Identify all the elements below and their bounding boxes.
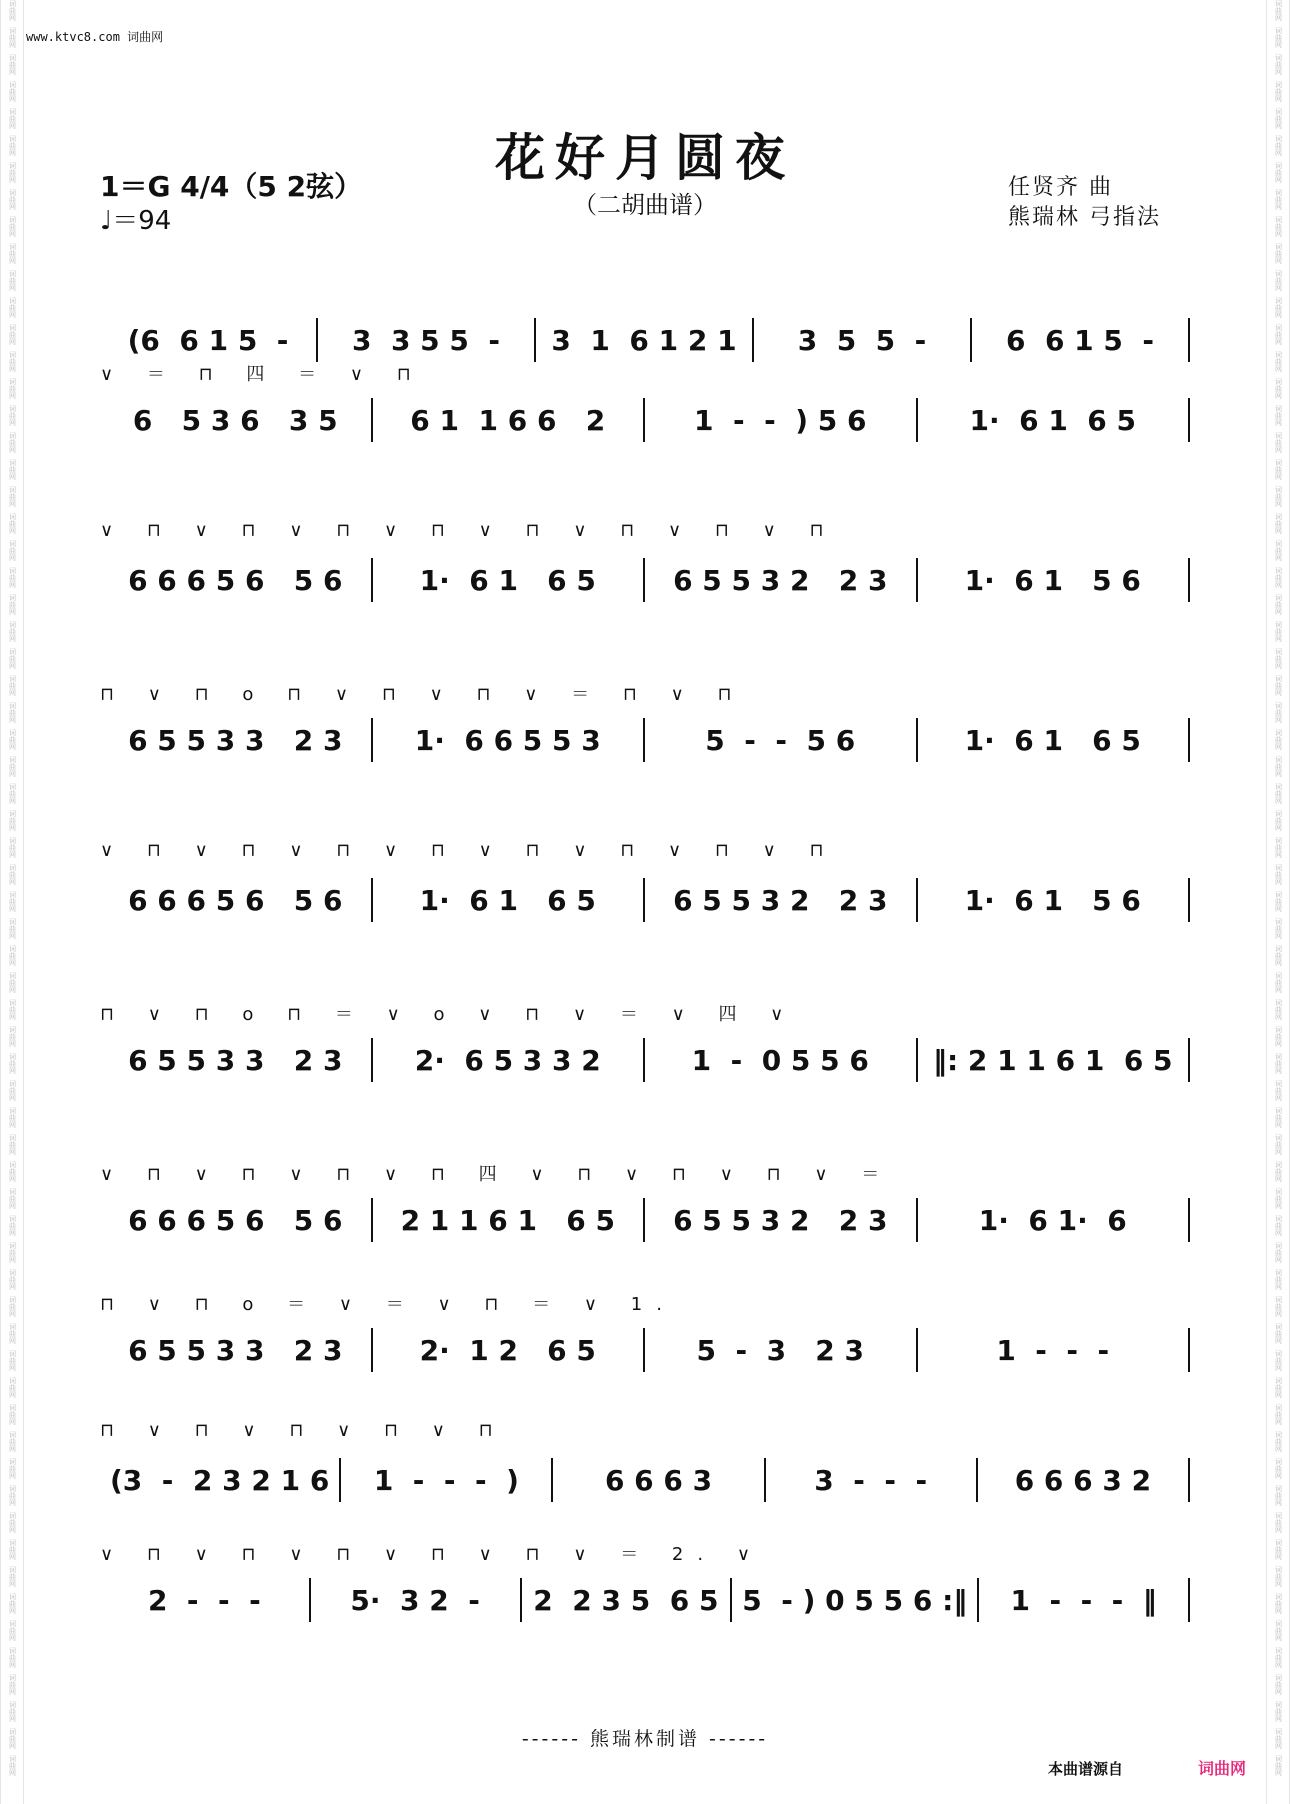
measure: 6 6 6 3 2 bbox=[978, 1458, 1190, 1502]
watermark-text: 词曲网 bbox=[1274, 189, 1283, 210]
watermark-text: 词曲网 bbox=[8, 459, 17, 480]
measure: ‖: 2 1 1 6 1 6 5 bbox=[918, 1038, 1191, 1082]
watermark-text: 词曲网 bbox=[1274, 567, 1283, 588]
watermark-text: 词曲网 bbox=[8, 1431, 17, 1452]
watermark-text: 词曲网 bbox=[1274, 945, 1283, 966]
watermark-text: 词曲网 bbox=[8, 1107, 17, 1128]
watermark-text: 词曲网 bbox=[8, 486, 17, 507]
watermark-text: 词曲网 bbox=[8, 972, 17, 993]
watermark-text: 词曲网 bbox=[1274, 1323, 1283, 1344]
notes-line bbox=[100, 1458, 1190, 1502]
watermark-text: 词曲网 bbox=[8, 1323, 17, 1344]
watermark-text: 词曲网 bbox=[1274, 1728, 1283, 1749]
watermark-text: 词曲网 bbox=[8, 1512, 17, 1533]
watermark-text: 词曲网 bbox=[1274, 540, 1283, 561]
watermark-text: 词曲网 bbox=[1274, 1701, 1283, 1722]
measure: 5 - - 5 6 bbox=[645, 718, 918, 762]
watermark-text: 词曲网 bbox=[8, 891, 17, 912]
watermark-text: 词曲网 bbox=[8, 1134, 17, 1155]
watermark-text: 词曲网 bbox=[1274, 216, 1283, 237]
watermark-text: 词曲网 bbox=[8, 1080, 17, 1101]
watermark-text: 词曲网 bbox=[1274, 351, 1283, 372]
watermark-text: 词曲网 bbox=[1274, 1134, 1283, 1155]
measure: 6 5 3 6 3 5 bbox=[100, 398, 373, 442]
watermark-text: 词曲网 bbox=[8, 918, 17, 939]
watermark-text: 词曲网 bbox=[8, 1647, 17, 1668]
notes-line bbox=[100, 318, 1190, 362]
watermark-text: 词曲网 bbox=[8, 1242, 17, 1263]
measure: 1· 6 1 5 6 bbox=[918, 558, 1191, 602]
measure: 5 - ) 0 5 5 6 :‖ bbox=[732, 1578, 979, 1622]
watermark-text: 词曲网 bbox=[8, 1701, 17, 1722]
watermark-text: 词曲网 bbox=[1274, 54, 1283, 75]
measure: 3 5 5 - bbox=[754, 318, 972, 362]
watermark-text: 词曲网 bbox=[1274, 918, 1283, 939]
watermark-text: 词曲网 bbox=[8, 162, 17, 183]
bowing-credit: 熊瑞林 弓指法 bbox=[1008, 205, 1161, 230]
watermark-text: 词曲网 bbox=[8, 1350, 17, 1371]
watermark-text: 词曲网 bbox=[8, 270, 17, 291]
watermark-text: 词曲网 bbox=[1274, 162, 1283, 183]
watermark-text: 词曲网 bbox=[8, 783, 17, 804]
page-title: 花好月圆夜 bbox=[495, 129, 795, 187]
watermark-text: 词曲网 bbox=[1274, 675, 1283, 696]
left-watermark-strip bbox=[0, 0, 24, 1804]
measure: 1· 6 1 6 5 bbox=[373, 558, 646, 602]
watermark-text: 词曲网 bbox=[8, 351, 17, 372]
watermark-text: 词曲网 bbox=[8, 135, 17, 156]
notes-line bbox=[100, 558, 1190, 602]
watermark-text: 词曲网 bbox=[1274, 405, 1283, 426]
bowing-marks: ∨ ⊓ ∨ ⊓ ∨ ⊓ ∨ ⊓ ∨ ⊓ ∨ ⊓ ∨ ⊓ ∨ ⊓ bbox=[100, 840, 838, 861]
watermark-text: 词曲网 bbox=[8, 1755, 17, 1776]
watermark-text: 词曲网 bbox=[1274, 1053, 1283, 1074]
watermark-text: 词曲网 bbox=[1274, 108, 1283, 129]
watermark-text: 词曲网 bbox=[8, 1404, 17, 1425]
watermark-text: 词曲网 bbox=[1274, 1431, 1283, 1452]
watermark-text: 词曲网 bbox=[1274, 837, 1283, 858]
watermark-text: 词曲网 bbox=[8, 1728, 17, 1749]
watermark-text: 词曲网 bbox=[8, 999, 17, 1020]
watermark-text: 词曲网 bbox=[1274, 1647, 1283, 1668]
watermark-text: 词曲网 bbox=[1274, 1188, 1283, 1209]
watermark-text: 词曲网 bbox=[8, 594, 17, 615]
watermark-text: 词曲网 bbox=[1274, 1755, 1283, 1776]
watermark-text: 词曲网 bbox=[8, 378, 17, 399]
watermark-text: 词曲网 bbox=[1274, 513, 1283, 534]
notes-line bbox=[100, 1038, 1190, 1082]
measure: 6 5 5 3 3 2 3 bbox=[100, 718, 373, 762]
watermark-text: 词曲网 bbox=[8, 297, 17, 318]
watermark-text: 词曲网 bbox=[8, 108, 17, 129]
bowing-marks: ⊓ ∨ ⊓ o ＝ ∨ ＝ ∨ ⊓ ＝ ∨ 1. bbox=[100, 1294, 676, 1315]
watermark-text: 词曲网 bbox=[1274, 1485, 1283, 1506]
measure: 6 6 6 3 bbox=[553, 1458, 765, 1502]
watermark-text: 词曲网 bbox=[8, 864, 17, 885]
watermark-text: 词曲网 bbox=[8, 1026, 17, 1047]
measure: 6 6 6 5 6 5 6 bbox=[100, 1198, 373, 1242]
watermark-text: 词曲网 bbox=[8, 810, 17, 831]
watermark-text: 词曲网 bbox=[8, 945, 17, 966]
bowing-marks: ⊓ ∨ ⊓ ∨ ⊓ ∨ ⊓ ∨ ⊓ bbox=[100, 1420, 507, 1441]
watermark-text: 词曲网 bbox=[1274, 1593, 1283, 1614]
measure: 2· 1 2 6 5 bbox=[373, 1328, 646, 1372]
bowing-marks: ∨ ⊓ ∨ ⊓ ∨ ⊓ ∨ ⊓ 四 ∨ ⊓ ∨ ⊓ ∨ ⊓ ∨ ＝ bbox=[100, 1164, 894, 1185]
watermark-text: 词曲网 bbox=[8, 1377, 17, 1398]
watermark-text: 词曲网 bbox=[8, 1053, 17, 1074]
watermark-text: 词曲网 bbox=[1274, 1242, 1283, 1263]
measure: 6 1 1 6 6 2 bbox=[373, 398, 646, 442]
watermark-text: 词曲网 bbox=[1274, 1215, 1283, 1236]
watermark-text: 词曲网 bbox=[1274, 1107, 1283, 1128]
watermark-text: 词曲网 bbox=[1274, 459, 1283, 480]
key-signature: 1＝G 4/4（5 2弦） bbox=[100, 170, 363, 203]
watermark-text: 词曲网 bbox=[8, 540, 17, 561]
measure: 3 - - - bbox=[766, 1458, 978, 1502]
measure: 6 5 5 3 2 2 3 bbox=[645, 878, 918, 922]
measure: 1 - - ) 5 6 bbox=[645, 398, 918, 442]
watermark-text: 词曲网 bbox=[8, 1485, 17, 1506]
measure: 1· 6 1 6 5 bbox=[918, 718, 1191, 762]
measure: 1 - - - bbox=[918, 1328, 1191, 1372]
watermark-text: 词曲网 bbox=[1274, 702, 1283, 723]
bowing-marks: ⊓ ∨ ⊓ o ⊓ ＝ ∨ o ∨ ⊓ ∨ ＝ ∨ 四 ∨ bbox=[100, 1004, 798, 1025]
watermark-text: 词曲网 bbox=[1274, 1512, 1283, 1533]
bowing-marks: ⊓ ∨ ⊓ o ⊓ ∨ ⊓ ∨ ⊓ ∨ ＝ ⊓ ∨ ⊓ bbox=[100, 684, 746, 705]
measure: 1· 6 6 5 5 3 bbox=[373, 718, 646, 762]
watermark-text: 词曲网 bbox=[1274, 1539, 1283, 1560]
measure: 2 - - - bbox=[100, 1578, 311, 1622]
measure: 6 6 1 5 - bbox=[972, 318, 1190, 362]
watermark-text: 词曲网 bbox=[8, 216, 17, 237]
watermark-text: 词曲网 bbox=[8, 1296, 17, 1317]
watermark-text: 词曲网 bbox=[1274, 243, 1283, 264]
watermark-text: 词曲网 bbox=[1274, 891, 1283, 912]
watermark-text: 词曲网 bbox=[1274, 378, 1283, 399]
watermark-text: 词曲网 bbox=[8, 1161, 17, 1182]
watermark-text: 词曲网 bbox=[1274, 999, 1283, 1020]
measure: 6 6 6 5 6 5 6 bbox=[100, 878, 373, 922]
watermark-text: 词曲网 bbox=[1274, 135, 1283, 156]
watermark-text: 词曲网 bbox=[1274, 1350, 1283, 1371]
watermark-text: 词曲网 bbox=[8, 1458, 17, 1479]
measure: 3 1 6 1 2 1 bbox=[536, 318, 754, 362]
watermark-text: 词曲网 bbox=[8, 1674, 17, 1695]
watermark-text: 词曲网 bbox=[8, 621, 17, 642]
measure: 6 5 5 3 2 2 3 bbox=[645, 558, 918, 602]
watermark-text: 词曲网 bbox=[1274, 1566, 1283, 1587]
watermark-text: 词曲网 bbox=[1274, 1269, 1283, 1290]
notes-line bbox=[100, 1198, 1190, 1242]
watermark-text: 词曲网 bbox=[1274, 432, 1283, 453]
watermark-text: 词曲网 bbox=[1274, 486, 1283, 507]
watermark-text: 词曲网 bbox=[8, 1269, 17, 1290]
watermark-text: 词曲网 bbox=[1274, 648, 1283, 669]
subtitle: （二胡曲谱） bbox=[573, 191, 717, 219]
watermark-text: 词曲网 bbox=[1274, 864, 1283, 885]
bowing-marks: ∨ ＝ ⊓ 四 ＝ ∨ ⊓ bbox=[100, 364, 425, 385]
measure: 1· 6 1 6 5 bbox=[373, 878, 646, 922]
right-watermark-strip bbox=[1266, 0, 1290, 1804]
watermark-text: 词曲网 bbox=[8, 1593, 17, 1614]
watermark-text: 词曲网 bbox=[1274, 270, 1283, 291]
measure: 6 6 6 5 6 5 6 bbox=[100, 558, 373, 602]
watermark-text: 词曲网 bbox=[8, 432, 17, 453]
footer-credit: ------ 熊瑞林制谱 ------ bbox=[521, 1728, 769, 1750]
watermark-text: 词曲网 bbox=[8, 729, 17, 750]
measure: (3 - 2 3 2 1 6 bbox=[100, 1458, 341, 1502]
site-url[interactable]: www.ktvc8.com 词曲网 bbox=[26, 30, 164, 44]
watermark-text: 词曲网 bbox=[1274, 0, 1283, 21]
notes-line bbox=[100, 398, 1190, 442]
watermark-text: 词曲网 bbox=[8, 243, 17, 264]
watermark-text: 词曲网 bbox=[8, 648, 17, 669]
composer: 任贤齐 曲 bbox=[1008, 175, 1113, 200]
watermark-text: 词曲网 bbox=[8, 405, 17, 426]
watermark-text: 词曲网 bbox=[1274, 1620, 1283, 1641]
measure: 2· 6 5 3 3 2 bbox=[373, 1038, 646, 1082]
watermark-text: 词曲网 bbox=[1274, 810, 1283, 831]
notes-line bbox=[100, 878, 1190, 922]
tempo: ♩＝94 bbox=[100, 206, 172, 236]
measure: 6 5 5 3 3 2 3 bbox=[100, 1328, 373, 1372]
measure: 5· 3 2 - bbox=[311, 1578, 522, 1622]
watermark-text: 词曲网 bbox=[1274, 1080, 1283, 1101]
watermark-text: 词曲网 bbox=[8, 1215, 17, 1236]
bowing-marks: ∨ ⊓ ∨ ⊓ ∨ ⊓ ∨ ⊓ ∨ ⊓ ∨ ＝ 2. ∨ bbox=[100, 1544, 765, 1565]
watermark-text: 词曲网 bbox=[8, 27, 17, 48]
watermark-text: 词曲网 bbox=[8, 324, 17, 345]
bowing-marks bbox=[100, 280, 1190, 304]
measure: 2 2 3 5 6 5 bbox=[522, 1578, 733, 1622]
measure: 6 5 5 3 3 2 3 bbox=[100, 1038, 373, 1082]
watermark-text: 词曲网 bbox=[8, 702, 17, 723]
source-label: 本曲谱源自 bbox=[1048, 1760, 1124, 1778]
measure: 1· 6 1 6 5 bbox=[918, 398, 1191, 442]
watermark-text: 词曲网 bbox=[1274, 621, 1283, 642]
watermark-text: 词曲网 bbox=[1274, 1161, 1283, 1182]
watermark-text: 词曲网 bbox=[1274, 783, 1283, 804]
watermark-text: 词曲网 bbox=[8, 1566, 17, 1587]
watermark-text: 词曲网 bbox=[8, 81, 17, 102]
watermark-text: 词曲网 bbox=[8, 675, 17, 696]
watermark-text: 词曲网 bbox=[8, 513, 17, 534]
watermark-text: 词曲网 bbox=[1274, 1296, 1283, 1317]
watermark-text: 词曲网 bbox=[8, 1188, 17, 1209]
measure: 6 5 5 3 2 2 3 bbox=[645, 1198, 918, 1242]
watermark-text: 词曲网 bbox=[8, 54, 17, 75]
watermark-text: 词曲网 bbox=[8, 756, 17, 777]
watermark-text: 词曲网 bbox=[1274, 1458, 1283, 1479]
watermark-text: 词曲网 bbox=[1274, 972, 1283, 993]
notes-line bbox=[100, 1328, 1190, 1372]
watermark-text: 词曲网 bbox=[8, 1539, 17, 1560]
notes-line bbox=[100, 1578, 1190, 1622]
measure: 5 - 3 2 3 bbox=[645, 1328, 918, 1372]
bowing-marks: ∨ ⊓ ∨ ⊓ ∨ ⊓ ∨ ⊓ ∨ ⊓ ∨ ⊓ ∨ ⊓ ∨ ⊓ bbox=[100, 520, 838, 541]
measure: 1 - - - ‖ bbox=[979, 1578, 1190, 1622]
watermark-text: 词曲网 bbox=[1274, 1026, 1283, 1047]
watermark-text: 词曲网 bbox=[8, 1620, 17, 1641]
watermark-text: 词曲网 bbox=[1274, 594, 1283, 615]
measure: (6 6 1 5 - bbox=[100, 318, 318, 362]
watermark-text: 词曲网 bbox=[8, 189, 17, 210]
watermark-text: 词曲网 bbox=[1274, 81, 1283, 102]
measure: 3 3 5 5 - bbox=[318, 318, 536, 362]
watermark-text: 词曲网 bbox=[1274, 297, 1283, 318]
measure: 2 1 1 6 1 6 5 bbox=[373, 1198, 646, 1242]
watermark-text: 词曲网 bbox=[8, 0, 17, 21]
notes-line bbox=[100, 718, 1190, 762]
watermark-text: 词曲网 bbox=[1274, 324, 1283, 345]
watermark-text: 词曲网 bbox=[8, 567, 17, 588]
watermark-text: 词曲网 bbox=[1274, 27, 1283, 48]
watermark-text: 词曲网 bbox=[1274, 1404, 1283, 1425]
source-site-link[interactable]: 词曲网 bbox=[1198, 1759, 1247, 1778]
watermark-text: 词曲网 bbox=[1274, 1674, 1283, 1695]
watermark-text: 词曲网 bbox=[1274, 1377, 1283, 1398]
measure: 1· 6 1· 6 bbox=[918, 1198, 1191, 1242]
measure: 1· 6 1 5 6 bbox=[918, 878, 1191, 922]
watermark-text: 词曲网 bbox=[1274, 729, 1283, 750]
watermark-text: 词曲网 bbox=[8, 837, 17, 858]
measure: 1 - 0 5 5 6 bbox=[645, 1038, 918, 1082]
watermark-text: 词曲网 bbox=[1274, 756, 1283, 777]
measure: 1 - - - ) bbox=[341, 1458, 553, 1502]
